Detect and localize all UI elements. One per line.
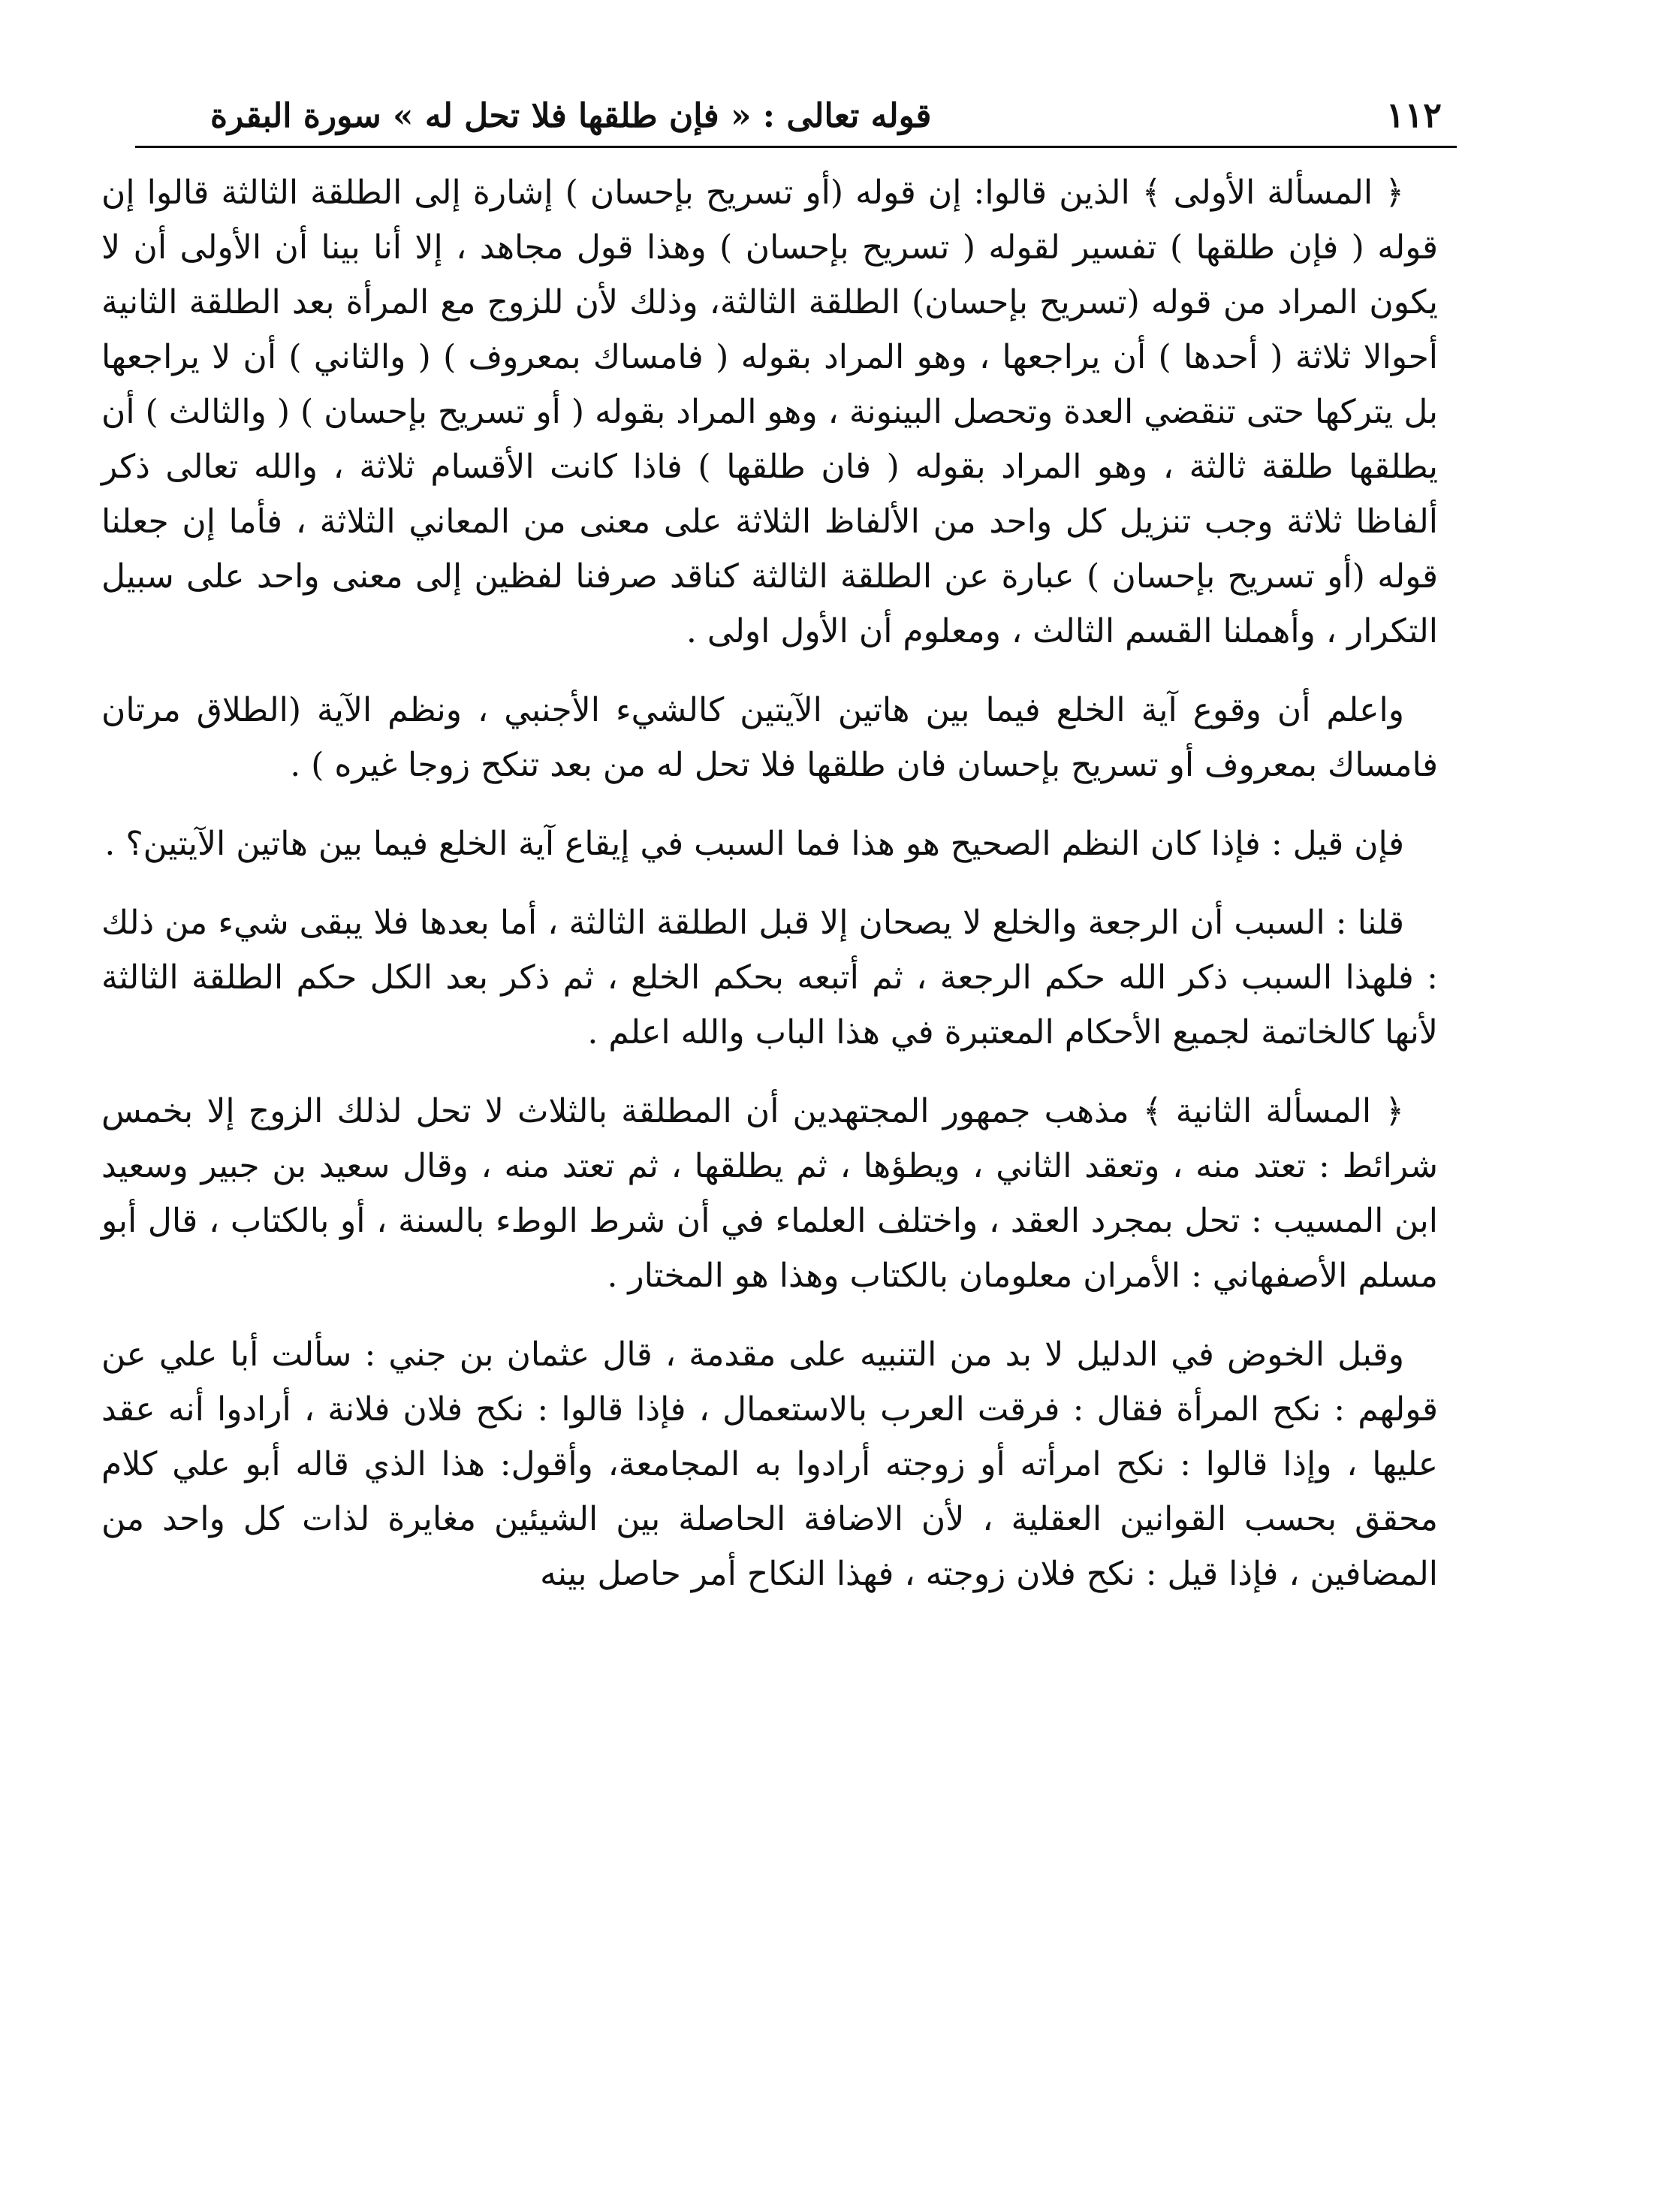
paragraph-first-issue: ﴿ المسألة الأولى ﴾ الذين قالوا: إن قوله (أو تسريح بإحسان ) إشارة إلى الطلقة الثالثة قالوا إن قوله ( فإن طلقها ) تفسير لقوله ( تسريح بإحسان ) وهذا قول مجاهد ، إلا أنا بينا أن الأولى أن لا يكون المراد من قوله (تسريح بإحسان) الطلقة الثالثة، وذلك لأن للزوج مع المرأة بعد الطلقة الثانية أحوالا ثلاثة ( أحدها ) أن يراجعها ، وهو المراد بقوله ( فامساك بمعروف ) ( والثاني ) أن لا يراجعها بل يتركها حتى تنقضي العدة وتحصل البينونة ، وهو المراد بقوله ( أو تسريح بإحسان ) ( والثالث ) أن يطلقها طلقة ثالثة ، وهو المراد بقوله ( فان طلقها ) فاذا كانت الأقسام ثلاثة ، والله تعالى ذكر ألفاظا ثلاثة وجب تنزيل كل واحد من الألفاظ الثلاثة على معنى من المعاني الثلاثة ، فأما إن جعلنا قوله (أو تسريح بإحسان ) عبارة عن الطلقة الثالثة كناقد صرفنا لفظين إلى معنى واحد على سبيل التكرار ، وأهملنا القسم الثالث ، ومعلوم أن الأول اولى . — [101, 174, 1438, 650]
page-header — [135, 69, 1457, 144]
paragraph-second-issue: ﴿ المسألة الثانية ﴾ مذهب جمهور المجتهدين أن المطلقة بالثلاث لا تحل لذلك الزوج إلا بخمس شرائط : تعتد منه ، وتعقد الثاني ، ويطؤها ، ثم يطلقها ، ثم تعتد منه ، وقال سعيد بن جبير وسعيد ابن المسيب : تحل بمجرد العقد ، واختلف العلماء في أن شرط الوطء بالسنة ، أو بالكتاب ، قال أبو مسلم الأصفهاني : الأمران معلومان بالكتاب وهذا هو المختار . — [101, 1092, 1438, 1295]
page-body — [101, 165, 1438, 1621]
paragraph-reply: قلنا : السبب أن الرجعة والخلع لا يصحان إلا قبل الطلقة الثالثة ، أما بعدها فلا يبقى شيء من ذلك : فلهذا السبب ذكر الله حكم الرجعة ، ثم أتبعه بحكم الخلع ، ثم ذكر بعد الكل حكم الطلقة الثالثة لأنها كالخاتمة لجميع الأحكام المعتبرة في هذا الباب والله اعلم . — [101, 904, 1438, 1052]
page-number: ١١٢ — [1385, 95, 1442, 135]
running-title: قوله تعالى : « فإن طلقها فلا تحل له » سورة البقرة — [210, 97, 932, 135]
header-rule — [135, 146, 1457, 148]
paragraph-objection: فإن قيل : فإذا كان النظم الصحيح هو هذا فما السبب في إيقاع آية الخلع فيما بين هاتين الآيتين؟ . — [104, 825, 1404, 863]
paragraph-khul-verse: واعلم أن وقوع آية الخلع فيما بين هاتين الآيتين كالشيء الأجنبي ، ونظم الآية (الطلاق مرتان فامساك بمعروف أو تسريح بإحسان فان طلقها فلا تحل له من بعد تنكح زوجا غيره ) . — [101, 691, 1438, 784]
paragraph-introduction: وقبل الخوض في الدليل لا بد من التنبيه على مقدمة ، قال عثمان بن جني : سألت أبا علي عن قولهم : نكح المرأة فقال : فرقت العرب بالاستعمال ، فإذا قالوا : نكح فلان فلانة ، أرادوا أنه عقد عليها ، وإذا قالوا : نكح امرأته أو زوجته أرادوا به المجامعة، وأقول: هذا الذي قاله أبو علي كلام محقق بحسب القوانين العقلية ، لأن الاضافة الحاصلة بين الشيئين مغايرة لذات كل واحد من المضافين ، فإذا قيل : نكح فلان زوجته ، فهذا النكاح أمر حاصل بينه — [101, 1335, 1439, 1593]
